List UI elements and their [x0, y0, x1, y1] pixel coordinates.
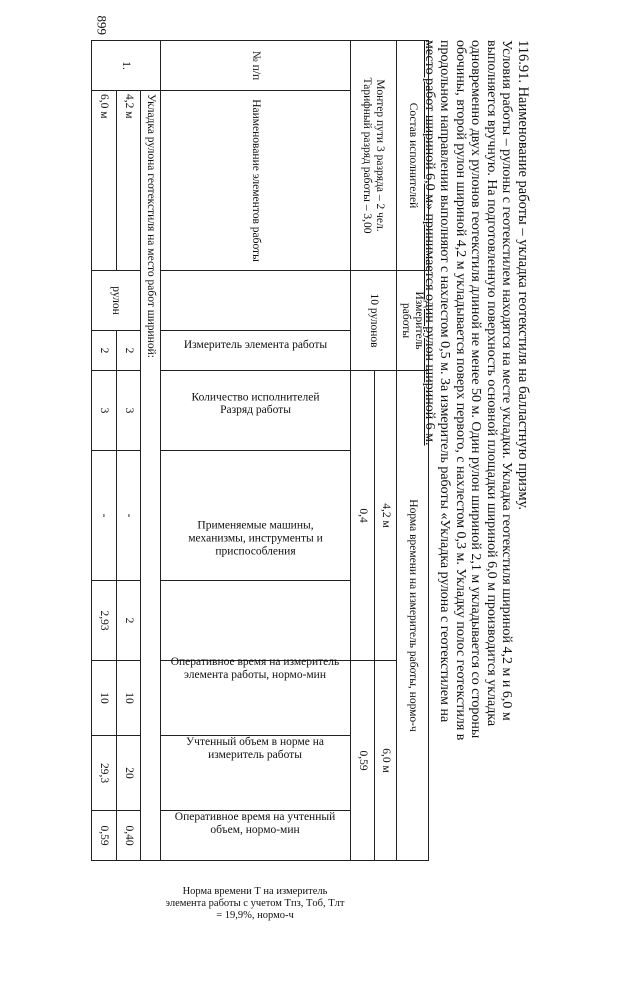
- width-42-cell: 4,2 м: [375, 371, 397, 661]
- row-volume-cell: 10: [117, 661, 141, 736]
- norm-label-cell: Норма времени на измеритель работы, нормо-ч: [397, 371, 429, 861]
- row-name-cell: 4,2 м: [117, 91, 141, 271]
- section-title: 116.91. Наименование работы – укладка геотекстиля на балластную призму.: [515, 40, 531, 511]
- row-number-cell: 1.: [92, 41, 161, 91]
- col-num-header: № п/п: [161, 41, 351, 91]
- row-grade-cell: 3: [117, 371, 141, 451]
- row-machines-cell: -: [117, 451, 141, 581]
- section-row: Укладка рулона геотекстиля на место работ шириной:: [141, 91, 161, 861]
- row-name-cell: 6,0 м: [92, 91, 117, 271]
- row-op-volume-cell: 29,3: [92, 736, 117, 811]
- table-row: [92, 41, 117, 861]
- norms-table: [91, 40, 429, 922]
- row-op-time-cell: 2: [117, 581, 141, 661]
- norm-60-cell: 0,59: [351, 661, 375, 861]
- width-60-cell: 6,0 м: [375, 661, 397, 861]
- page-number: 899: [94, 15, 110, 35]
- paragraph-line: одновременно двух рулонов геотекстиля длиной не менее 50 м. Один рулон шириной 2,1 м укладывается со стороны: [468, 40, 484, 739]
- rotated-document: [92, 40, 531, 922]
- paragraph-last-line: место работ шириной 6,0 м» принимается один рулон шириной 6 м.: [422, 40, 437, 446]
- table-row: [117, 41, 141, 861]
- row-op-volume-cell: 20: [117, 736, 141, 811]
- col-grade-header: Разряд работы: [161, 371, 351, 451]
- col-op-volume-header: Оперативное время на учтенный объем, нормо-мин: [161, 736, 351, 811]
- row-op-time-cell: 2,93: [92, 581, 117, 661]
- col-measure-header: Измеритель элемента работы: [161, 271, 351, 331]
- row-norm-cell: 0,40: [117, 811, 141, 861]
- paragraph-line: выполняется вручную. На подготовленную поверхность основной площадки шириной 6,0 м производится укладка: [484, 40, 499, 727]
- col-machines-header: Применяемые машины, механизмы, инструменты и приспособления: [161, 451, 351, 581]
- col-norm-header: Норма времени Т на измеритель элемента работы с учетом Tпз, Tоб, Tлт = 19,9%, нормо-ч: [161, 811, 351, 861]
- col-name-header: Наименование элементов работы: [161, 91, 351, 271]
- task-description: [422, 40, 531, 860]
- norm-42-cell: 0,4: [351, 371, 375, 661]
- col-op-time-header: Оперативное время на измеритель элемента работы, нормо-мин: [161, 581, 351, 661]
- paragraph-line: обочины, второй рулон шириной 4,2 м укладывается поверх первого, с нахлестом 0,3 м. Укладку полос геотекстиля в: [453, 40, 468, 741]
- row-workers-cell: 2: [117, 331, 141, 371]
- unit-value-cell: 10 рулонов: [351, 271, 397, 371]
- paragraph-line: продольном направлении выполняют с нахлестом 0,5 м. За измеритель работы «Укладка рулона с геотекстилем на: [437, 40, 453, 723]
- row-machines-cell: -: [92, 451, 117, 581]
- row-norm-cell: 0,59: [92, 811, 117, 861]
- crew-label-cell: Состав исполнителей: [397, 41, 429, 271]
- paragraph-line: Условия работы – рулоны с геотекстилем находятся на месте укладки. Укладка геотекстиля шириной 4,2 м и 6,0 м: [499, 40, 515, 721]
- crew-value-cell: Монтер пути 3 разряда – 2 чел. Тарифный разряд работы – 3,00: [351, 41, 397, 271]
- col-volume-header: Учтенный объем в норме на измеритель работы: [161, 661, 351, 736]
- row-volume-cell: 10: [92, 661, 117, 736]
- unit-label-cell: Измеритель работы: [397, 271, 429, 371]
- row-measure-cell: рулон: [92, 271, 141, 331]
- col-workers-header: Количество исполнителей: [161, 331, 351, 371]
- row-grade-cell: 3: [92, 371, 117, 451]
- row-workers-cell: 2: [92, 331, 117, 371]
